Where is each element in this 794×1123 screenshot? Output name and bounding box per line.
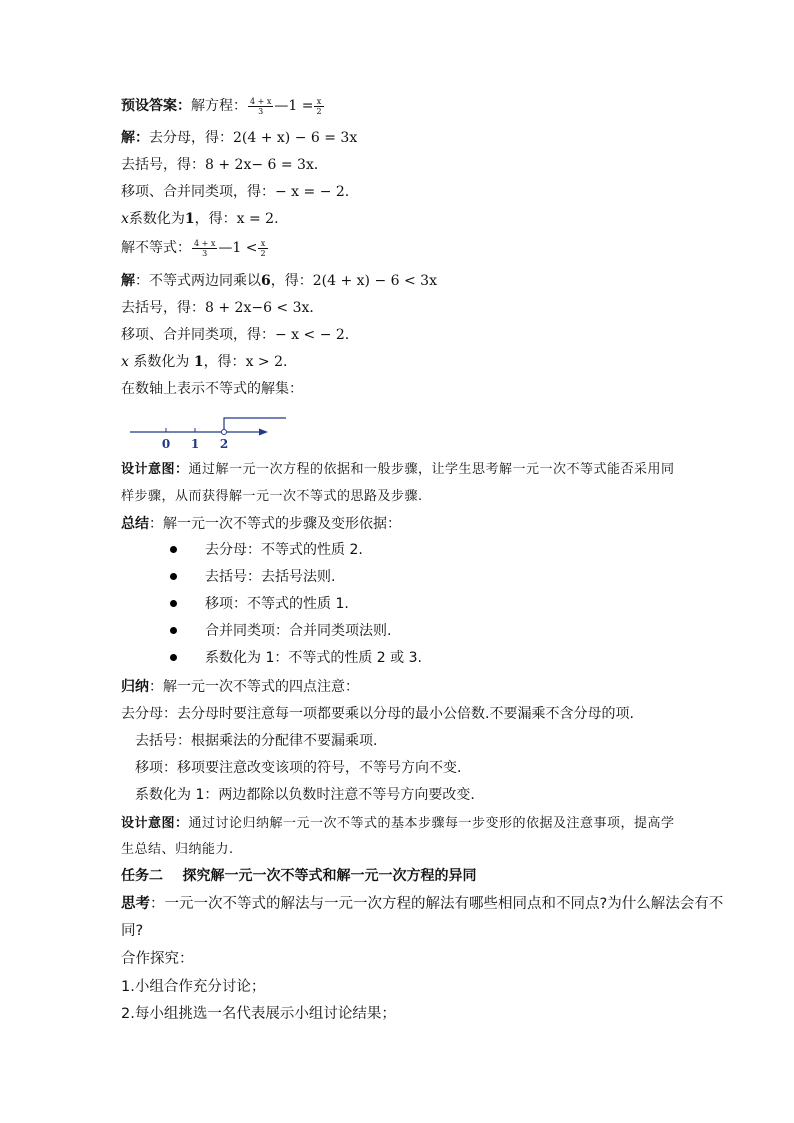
inequality-step-coefficient: x 系数化为 1，得：x > 2. xyxy=(121,354,288,370)
inequality-fraction-left: $\frac{4 + x}{3}$ xyxy=(194,238,216,258)
induction-note: 移项：移项要注意改变该项的符号，不等号方向不变. xyxy=(135,760,462,776)
cooperation-item: 2.每小组挑选一名代表展示小组讨论结果； xyxy=(121,1006,396,1022)
axis-arrow xyxy=(259,429,268,436)
fraction-right: $\frac{x}{2}$ xyxy=(316,96,322,116)
solution-step-brackets: 去括号，得：8 + 2x− 6 = 3x． xyxy=(121,157,328,173)
solution-set-ray xyxy=(224,418,286,430)
equation-prompt: 解方程： xyxy=(191,98,247,114)
number-line-figure xyxy=(120,408,300,450)
solution-step-combine: 移项、合并同类项，得：− x = − 2. xyxy=(121,184,350,200)
open-point-2 xyxy=(222,430,227,435)
equation-tail: —1 = xyxy=(274,98,314,114)
inequality-fraction-right: $\frac{x}{2}$ xyxy=(260,238,266,258)
cooperation-title: 合作探究： xyxy=(121,951,194,967)
bullet-icon xyxy=(170,546,177,553)
induction-note: 去括号：根据乘法的分配律不要漏乘项. xyxy=(135,733,378,749)
inequality-prompt-line: 解不等式： $\frac{4 + x}{3}$ —1 < $\frac{x}{2}$ xyxy=(121,238,266,258)
summary-item: 系数化为 1：不等式的性质 2 或 3. xyxy=(205,650,422,666)
cooperation-item: 1.小组合作充分讨论； xyxy=(121,979,266,995)
preset-answer-line xyxy=(121,96,325,116)
tick-label-1: 1 xyxy=(190,437,200,450)
tick-label-0: 0 xyxy=(161,437,171,450)
think-line1: 思考：一元一次不等式的解法与一元一次方程的解法有哪些相同点和不同点?为什么解法会有不 xyxy=(121,896,724,912)
induction-heading: 归纳：解一元一次不等式的四点注意： xyxy=(121,679,359,695)
design-intent-1-line1: 设计意图：通过解一元一次方程的依据和一般步骤，让学生思考解一元一次不等式能否采用同 xyxy=(121,462,675,477)
inequality-step-multiply: 解：不等式两边同乘以6，得：2(4 + x) − 6 < 3x xyxy=(121,273,437,289)
bullet-icon xyxy=(170,627,177,634)
design-intent-1-line2: 样步骤，从而获得解一元一次不等式的思路及步骤. xyxy=(121,489,423,504)
induction-note: 去分母：去分母时要注意每一项都要乘以分母的最小公倍数.不要漏乘不含分母的项. xyxy=(121,706,634,722)
induction-note: 系数化为 1：两边都除以负数时注意不等号方向要改变. xyxy=(135,787,475,803)
bullet-icon xyxy=(170,600,177,607)
design-intent-label: 设计意图： xyxy=(121,462,189,477)
design-intent-2-line1: 设计意图：通过讨论归纳解一元一次不等式的基本步骤每一步变形的依据及注意事项，提高学 xyxy=(121,816,675,831)
inequality-step-combine: 移项、合并同类项，得：− x < − 2. xyxy=(121,327,350,343)
inequality-step-brackets: 去括号，得：8 + 2x−6 < 3x． xyxy=(121,300,324,316)
tick-label-2: 2 xyxy=(219,437,229,450)
design-intent-2-line2: 生总结、归纳能力. xyxy=(121,842,234,857)
task-two-title: 任务二 探究解一元一次不等式和解一元一次方程的异同 xyxy=(121,868,477,884)
summary-heading: 总结：解一元一次不等式的步骤及变形依据： xyxy=(121,516,401,532)
solution-step-denominator: 解：去分母，得：2(4 + x) − 6 = 3x xyxy=(121,130,358,146)
fraction-left: $\frac{4 + x}{3}$ xyxy=(250,96,272,116)
solution-step-coefficient: x系数化为1，得：x = 2. xyxy=(121,211,279,227)
summary-item: 去括号：去括号法则. xyxy=(205,569,336,585)
number-line-intro: 在数轴上表示不等式的解集： xyxy=(121,381,303,397)
preset-answer-label: 预设答案： xyxy=(121,98,191,114)
summary-item: 合并同类项：合并同类项法则. xyxy=(205,623,392,639)
summary-item: 移项：不等式的性质 1. xyxy=(205,596,349,612)
think-line2: 同? xyxy=(121,923,144,939)
summary-item: 去分母：不等式的性质 2. xyxy=(205,542,363,558)
bullet-icon xyxy=(170,654,177,661)
bullet-icon xyxy=(170,573,177,580)
